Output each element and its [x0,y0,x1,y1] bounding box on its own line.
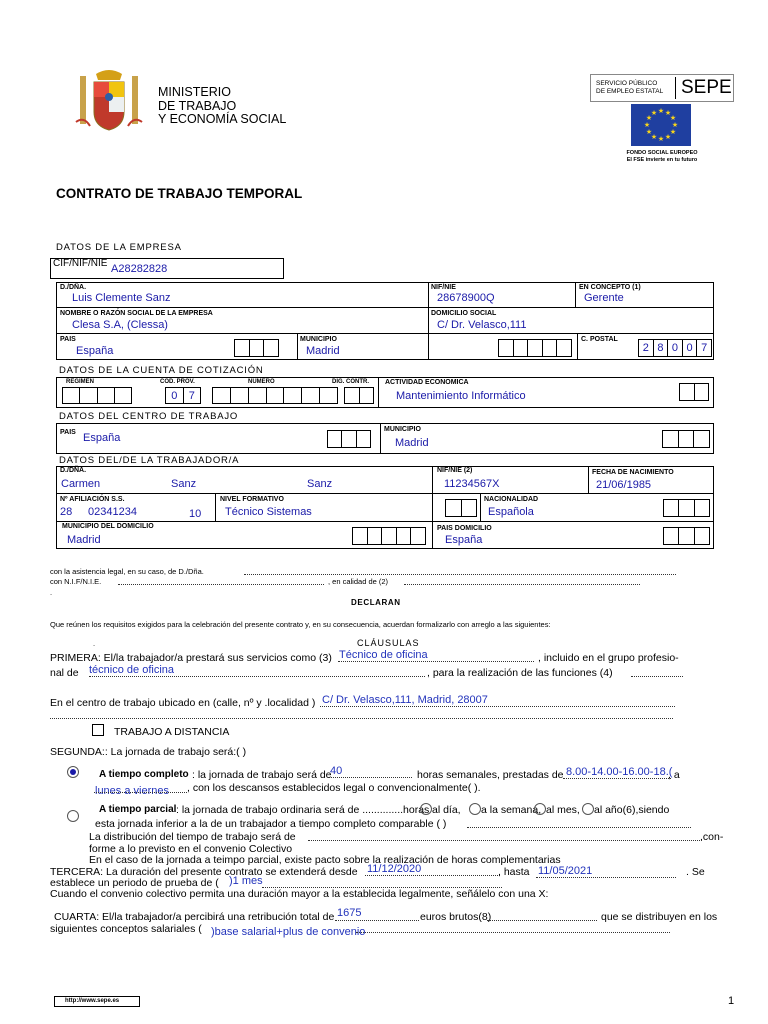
codprov-digit: 7 [188,390,195,402]
concepto-label: EN CONCEPTO (1) [579,284,641,291]
centro-pais-cells[interactable] [327,430,371,448]
cpostal-digit: 8 [654,340,669,356]
trab-pais-label: PAIS DOMICILIO [437,525,492,532]
svg-text:★: ★ [643,121,651,129]
trab-name-label: D./DÑA. [60,467,87,474]
razon-label: NOMBRE O RAZÓN SOCIAL DE LA EMPRESA [60,310,213,317]
afiliacion-a[interactable]: 28 [60,506,73,518]
trab-nombre[interactable]: Carmen [61,478,101,490]
cuarta-text-c: que se distribuyen en los [601,911,718,923]
cuarta-text-a: CUARTA: El/la trabajador/a percibirá una retribución total de [54,911,335,923]
trab-nif-label: NIF/NIE (2) [437,467,473,474]
primera-text-b: , incluido en el grupo profesio- [538,652,679,664]
tiempo-parcial-text-a: : la jornada de trabajo ordinaria será de ..............horas [176,804,430,816]
afiliacion-c[interactable]: 10 [189,508,202,520]
distancia-label: TRABAJO A DISTANCIA [114,726,230,738]
segunda-text: SEGUNDA:: La jornada de trabajo será:( ) [50,746,247,758]
tercera-desde[interactable]: 11/12/2020 [367,863,422,875]
primera-text-c: nal de [50,667,79,679]
codprov-digit: 0 [166,388,184,403]
municipio-label: MUNICIPIO [300,336,337,343]
cuarta-text-d: siguientes conceptos salariales ( [50,923,202,935]
nifnie-text: con N.I.F/N.I.E. [50,577,102,586]
digcontr-cells[interactable] [344,387,374,404]
section-empresa: DATOS DE LA EMPRESA [56,242,182,253]
period-mark: . [50,588,53,597]
svg-text:★: ★ [657,107,665,115]
trab-municipio-cells[interactable] [352,527,426,545]
trab-municipio-label: MUNICIPIO DEL DOMICILIO [62,523,154,530]
afiliacion-b[interactable]: 02341234 [88,506,137,518]
asistencia-text: con la asistencia legal, en su caso, de D./Dña. [50,567,204,576]
cif-value: A28282828 [111,263,168,275]
pais-code-cells[interactable] [234,339,279,357]
svg-text:★: ★ [645,114,653,122]
domicilio-label: DOMICILIO SOCIAL [431,310,497,317]
cpostal-digit: 7 [701,342,708,354]
al-ano-radio[interactable] [582,803,594,815]
regimen-cells[interactable] [62,387,132,404]
actividad-label: ACTIVIDAD ECONOMICA [385,379,469,386]
empresa-municipio[interactable]: Madrid [306,345,340,357]
prueba-value[interactable]: )1 mes [229,875,263,887]
al-mes-label: al mes, [546,804,580,816]
numero-label: NUMERO [248,379,275,385]
nif-label: NIF/NIE [431,284,456,291]
cif-field[interactable] [50,258,284,279]
tiempo-completo-text-d: , con los descansos establecidos legal o convencionalmente( ). [187,782,481,794]
tiempo-parcial-radio[interactable] [67,810,79,822]
tiempo-completo-text-a: : la jornada de trabajo será de [192,769,332,781]
cuarta-conceptos[interactable]: )base salarial+plus de convenio [211,926,366,938]
nivel-cells[interactable] [445,499,477,517]
sepe-service-line: DE EMPLEO ESTATAL [596,88,664,95]
nacionalidad-cells[interactable] [663,499,710,517]
prueba-text: establece un periodo de prueba de ( [50,877,219,889]
svg-text:★: ★ [669,128,677,136]
fse-line: El FSE invierte en tu futuro [626,157,698,163]
empresa-name[interactable]: Luis Clemente Sanz [72,292,171,304]
trab-apellido2[interactable]: Sanz [307,478,333,490]
cuarta-importe[interactable]: 1675 [337,907,362,919]
trab-nacionalidad[interactable]: Española [488,506,534,518]
distribucion-text-d: En el caso de la jornada a teimpo parcial, existe pacto sobre la realización de horas complementarias [89,854,561,866]
tercera-text-b: , hasta [498,866,530,878]
primera-text-d: , para la realización de las funciones (4) [427,667,613,679]
a-la-semana-radio[interactable] [469,803,481,815]
empresa-concepto[interactable]: Gerente [584,292,624,304]
nivel-label: NIVEL FORMATIVO [220,496,284,503]
distribucion-text: La distribución del tiempo de trabajo será de [89,831,296,843]
section-trabajador: DATOS DEL/DE LA TRABAJADOR/A [59,455,240,466]
trab-nif[interactable]: 11234567X [444,478,500,490]
tercera-hasta[interactable]: 11/05/2021 [538,865,593,877]
al-dia-label: al día, [432,804,461,816]
svg-text:★: ★ [650,133,658,141]
fse-caption [616,150,708,164]
tiempo-completo-bold: A tiempo completo [99,769,189,780]
eu-flag-icon [631,104,691,146]
sepe-label: SEPE [681,77,732,98]
codprov-label: COD. PROV. [160,379,195,385]
a-la-semana-label: a la semana, [481,804,542,816]
cif-label: CIF/NIF/NIE [53,258,108,269]
centro-municipio-cells[interactable] [662,430,710,448]
centro-pais[interactable]: España [83,432,121,444]
digcontr-label: DIG. CONTR. [332,379,369,385]
tiempo-completo-radio[interactable] [67,766,79,778]
footer-url-box[interactable] [54,996,140,1007]
svg-text:★: ★ [671,121,679,129]
empresa-domicilio[interactable]: C/ Dr. Velasco,111 [437,319,527,331]
ministry-line: DE TRABAJO [158,98,237,113]
tiempo-completo-horas[interactable]: 40 [330,765,343,777]
section-cotizacion: DATOS DE LA CUENTA DE COTIZACIÓN [59,365,264,376]
trab-pais-cells[interactable] [663,527,710,545]
al-mes-radio[interactable] [534,803,546,815]
tiempo-completo-text-b: horas semanales, prestadas de [417,769,564,781]
empresa-nif[interactable]: 28678900Q [437,292,495,304]
regimen-label: REGIMEN [66,379,95,385]
sepe-logo [590,74,734,102]
cuarta-text-b: euros brutos(8) [420,911,492,923]
al-dia-radio[interactable] [420,803,432,815]
sepe-service-line: SERVICIO PÚBLICO [596,80,658,87]
primera-grupo[interactable]: técnico de oficina [89,664,174,676]
codprov-cells[interactable] [165,387,201,404]
section-centro: DATOS DEL CENTRO DE TRABAJO [59,411,239,422]
distribucion-text-b: .con- [700,831,724,843]
municipio-code-cells[interactable] [498,339,572,357]
tiempo-completo-horario[interactable]: 8.00-14.00-16.00-18.( [566,766,673,778]
trab-municipio[interactable]: Madrid [67,534,101,546]
tiempo-parcial-bold: A tiempo parcial [99,804,177,815]
calidad-text: , en calidad de (2) [328,577,389,586]
ministry-name [158,86,286,127]
centro-municipio[interactable]: Madrid [395,437,429,449]
page-title: CONTRATO DE TRABAJO TEMPORAL [56,186,303,201]
period-mark: . [93,639,96,648]
centro-text: En el centro de trabajo ubicado en (calle, nº y .localidad ) [50,697,316,709]
ministry-line: MINISTERIO [158,85,231,99]
page-number: 1 [728,995,735,1007]
centro-direccion[interactable]: C/ Dr. Velasco,111, Madrid, 28007 [322,694,488,706]
trab-apellido1[interactable]: Sanz [171,478,197,490]
cpostal-digit: 0 [683,340,698,356]
pais-label: PAIS [60,336,76,343]
reunen-text: Que reúnen los requisitos exigidos para la celebración del presente contrato y, en su consecuencia, acuerdan formalizarlo con arreglo a las siguientes: [50,620,551,629]
actividad-cells[interactable] [679,383,709,401]
nacionalidad-label: NACIONALIDAD [484,496,539,503]
cpostal-digit: 0 [668,340,683,356]
tercera-text-a: TERCERA: La duración del presente contrato se extenderá desde [50,866,358,878]
convenio-text: Cuando el convenio colectivo permita una duración mayor a la establecida legalmente, señálelo con una X: [50,888,549,900]
svg-text:★: ★ [669,114,677,122]
cpostal-digit: 2 [639,340,654,356]
svg-text:★: ★ [645,128,653,136]
fecha-label: FECHA DE NACIMIENTO [592,469,674,476]
centro-pais-label: PAIS [60,429,76,436]
tiempo-parcial-text-b: esta jornada inferior a la de un trabajador a tiempo completo comparable ( ) [95,818,447,830]
primera-text-a: PRIMERA: El/la trabajador/a prestará sus servicios como (3) [50,652,332,664]
fse-line: FONDO SOCIAL EUROPEO [626,150,698,156]
svg-text:★: ★ [650,109,658,117]
svg-text:★: ★ [664,109,672,117]
tiempo-completo-dias[interactable]: lunes a viernes [95,785,169,797]
tercera-text-c: . Se [686,866,705,878]
declaran-heading: DECLARAN [351,598,401,607]
distribucion-text-c: forme a lo previsto en el convenio Colectivo [89,843,293,855]
empresa-pais[interactable]: España [76,345,114,357]
numero-cells[interactable] [212,387,338,404]
tiempo-completo-text-c: , a [668,769,680,781]
coat-of-arms-logo [70,66,148,138]
empresa-razon[interactable]: Clesa S.A, (Clessa) [72,319,168,331]
name-label: D./DÑA. [60,284,87,291]
primera-cargo[interactable]: Técnico de oficina [339,649,428,661]
al-ano-label: al año(6),siendo [594,804,670,816]
centro-municipio-label: MUNICIPIO [384,426,421,433]
cpostal-label: C. POSTAL [581,336,618,343]
actividad-value[interactable]: Mantenimiento Informático [396,390,526,402]
ministry-line: Y ECONOMÍA SOCIAL [158,112,287,126]
trab-fecha[interactable]: 21/06/1985 [596,479,652,491]
distancia-checkbox[interactable] [92,724,104,736]
svg-text:★: ★ [664,133,672,141]
footer-url: http://www.sepe.es [65,998,120,1004]
afiliacion-label: Nº AFILIACIÓN S.S. [60,496,125,503]
svg-text:★: ★ [657,135,665,143]
cpostal-cells[interactable] [638,339,712,357]
trab-nivel[interactable]: Técnico Sistemas [225,506,312,518]
clausulas-heading: CLÁUSULAS [357,638,420,648]
trab-pais[interactable]: España [445,534,483,546]
